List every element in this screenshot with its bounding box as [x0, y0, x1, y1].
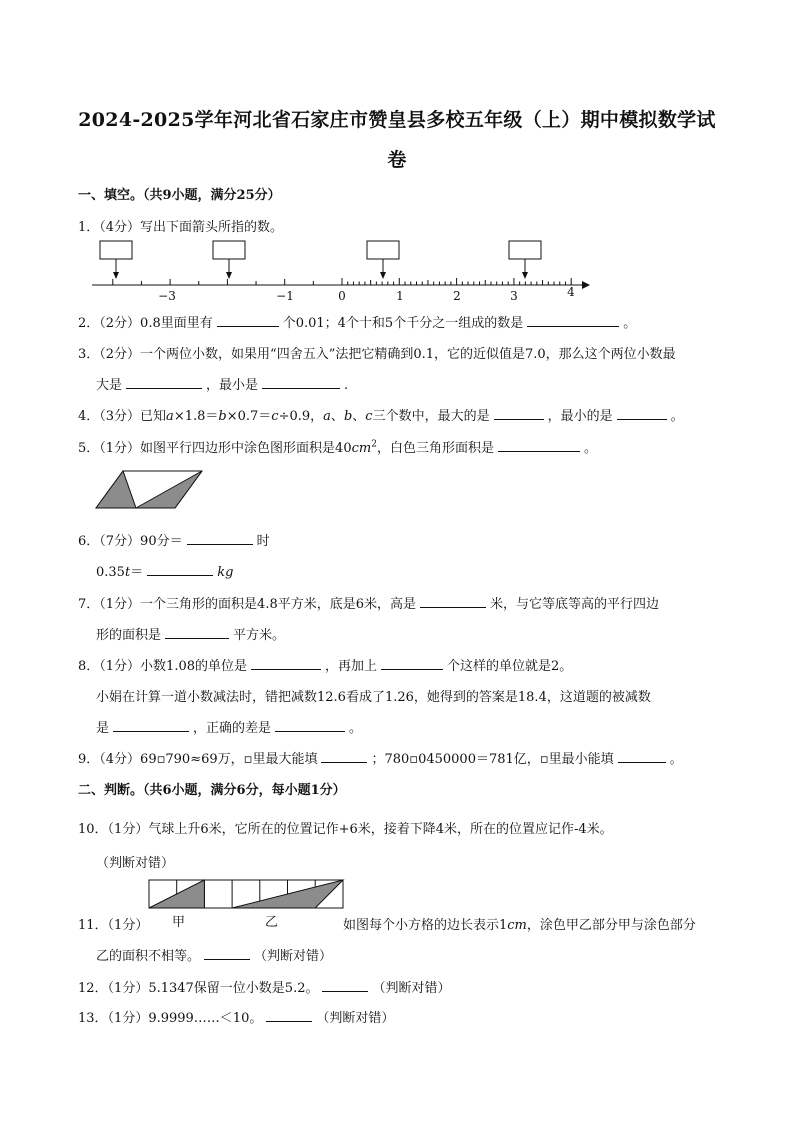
answer-blank[interactable] [527, 314, 619, 327]
answer-blank[interactable] [420, 595, 486, 608]
answer-blank[interactable] [126, 376, 202, 389]
tick-label: 4 [567, 285, 575, 299]
question-7-cont: 形的面积是 平方米。 [96, 628, 286, 643]
tick-label: 3 [510, 289, 518, 303]
tick-label: 0 [338, 289, 346, 303]
answer-blank[interactable] [498, 439, 580, 452]
question-10-cont: （判断对错） [96, 856, 175, 871]
answer-blank[interactable] [187, 532, 253, 545]
answer-blank[interactable] [165, 626, 229, 639]
answer-blank[interactable] [381, 657, 443, 670]
question-11-cont: 乙的面积不相等。 （判断对错） [96, 949, 333, 964]
question-1-text: 1．（4分）写出下面箭头所指的数。 [78, 220, 284, 235]
answer-box-1 [100, 241, 132, 259]
question-2: 2．（2分）0.8里面里有 个0.01；4个十和5个千分之一组成的数是 。 [78, 316, 637, 331]
question-7: 7．（1分）一个三角形的面积是4.8平方米，底是6米，高是 米，与它等底等高的平行四边 [78, 597, 660, 612]
answer-blank[interactable] [204, 947, 250, 960]
tick-label: −3 [158, 289, 176, 303]
question-6-cont: 0.35t＝ kg [96, 565, 234, 580]
label-yi: 乙 [265, 915, 279, 930]
answer-blank[interactable] [322, 979, 368, 992]
answer-blank[interactable] [251, 657, 321, 670]
arrow-down-icon [380, 272, 386, 279]
tick-label: 1 [396, 289, 404, 303]
answer-blank[interactable] [147, 563, 213, 576]
axis-arrowhead-icon [582, 281, 590, 289]
question-11: 11．（1分） [78, 918, 149, 933]
question-3: 3．（2分）一个两位小数，如果用“四舍五入”法把它精确到0.1，它的近似值是7.0，那么这个两位小数最 [78, 347, 676, 362]
question-10: 10．（1分）气球上升6米，它所在的位置记作+6米，接着下降4米，所在的位置应记作-4米。 [78, 822, 613, 837]
answer-box-4 [509, 241, 541, 259]
answer-blank[interactable] [217, 314, 279, 327]
answer-box-3 [367, 241, 399, 259]
answer-box-2 [213, 241, 245, 259]
question-9: 9．（4分）69▫790≈69万，▫里最大能填 ；780▫0450000＝781亿，▫里最小能填 。 [78, 752, 683, 767]
section-fill-in-heading: 一、填空。（共9小题，满分25分） [78, 188, 281, 203]
answer-blank[interactable] [321, 750, 367, 763]
answer-blank[interactable] [494, 407, 544, 420]
question-1 [78, 216, 283, 235]
page-title: 2024-2025学年河北省石家庄市赞皇县多校五年级（上）期中模拟数学试卷 [78, 109, 716, 171]
tick-label: −1 [276, 289, 294, 303]
question-8: 8．（1分）小数1.08的单位是 ，再加上 个这样的单位就是2。 [78, 659, 573, 674]
answer-blank[interactable] [266, 1009, 312, 1022]
question-4: 4．（3分）已知a×1.8＝b×0.7＝c÷0.9，a、b、c三个数中，最大的是 ，最小的是 。 [78, 409, 684, 424]
section-judgement-heading: 二、判断。（共6小题，满分6分，每小题1分） [78, 783, 346, 798]
answer-blank[interactable] [617, 407, 667, 420]
question-8-cont2: 是 ，正确的差是 。 [96, 721, 363, 736]
label-jia: 甲 [172, 915, 186, 930]
parallelogram-figure [94, 468, 206, 512]
question-6: 6．（7分）90分＝ 时 [78, 534, 270, 549]
number-line-figure [88, 238, 598, 310]
answer-blank[interactable] [262, 376, 340, 389]
question-12: 12．（1分）5.1347保留一位小数是5.2。 （判断对错） [78, 981, 451, 996]
arrow-down-icon [226, 272, 232, 279]
answer-blank[interactable] [618, 750, 666, 763]
question-8-cont: 小娟在计算一道小数减法时，错把减数12.6看成了1.26，她得到的答案是18.4，这道题的被减数 [96, 690, 651, 705]
question-3-cont: 大是 ，最小是 . [96, 378, 349, 393]
grid-figure [148, 879, 346, 911]
question-5: 5．（1分）如图平行四边形中涂色图形面积是$40cm^2$，白色三角形面积是 。 [78, 439, 597, 456]
question-11-text: 如图每个小方格的边长表示1cm，涂色甲乙部分甲与涂色部分 [343, 918, 696, 933]
arrow-down-icon [522, 272, 528, 279]
answer-blank[interactable] [275, 719, 345, 732]
arrow-down-icon [113, 272, 119, 279]
tick-label: 2 [453, 289, 461, 303]
question-13: 13．（1分）9.9999……＜10。 （判断对错） [78, 1011, 395, 1026]
answer-blank[interactable] [113, 719, 189, 732]
